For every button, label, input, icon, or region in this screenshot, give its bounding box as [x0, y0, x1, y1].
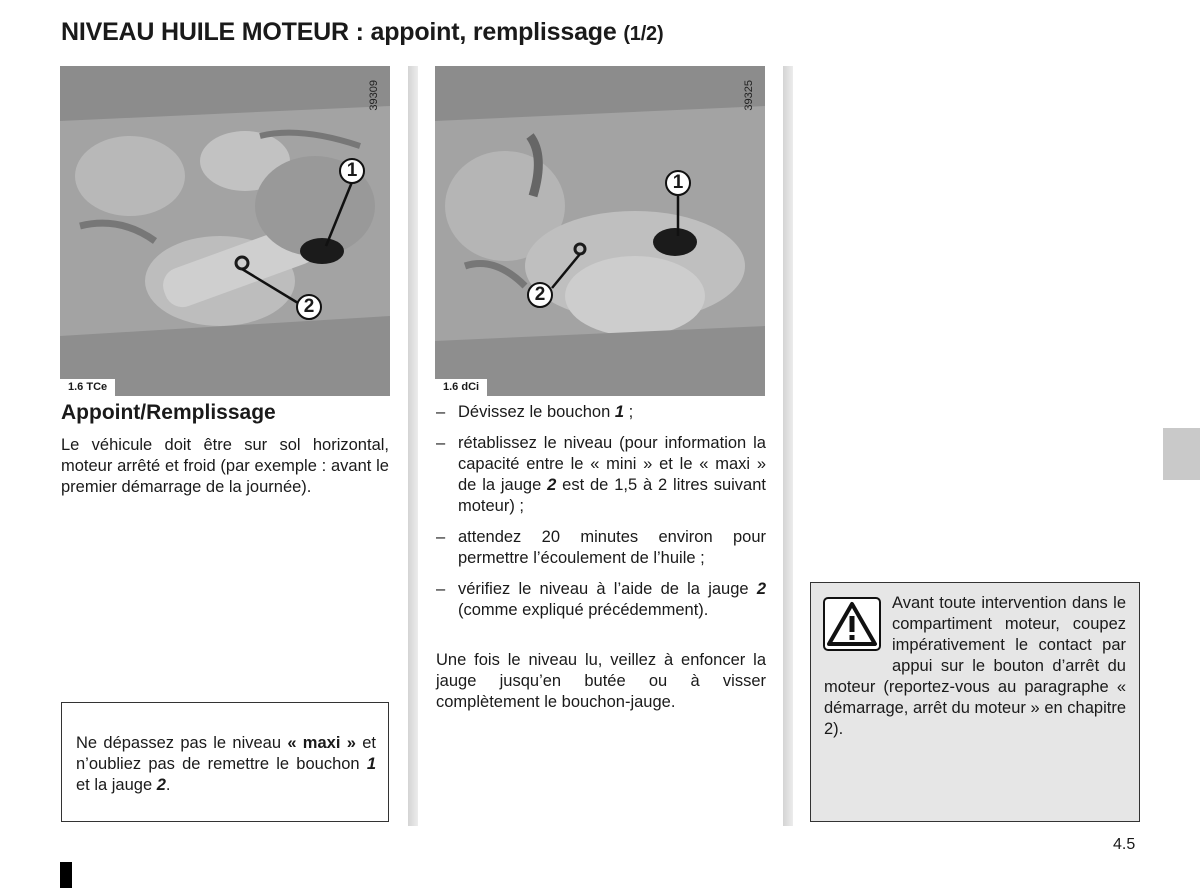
engine-bay-illustration: [435, 66, 765, 396]
steps-list: [436, 402, 766, 631]
engine-label: 1.6 TCe: [60, 379, 115, 396]
step-text: est de 1,5 à 2 litres suivant moteur) ;: [458, 476, 766, 515]
step-item: [436, 579, 766, 621]
dash: –: [436, 434, 446, 452]
closing-paragraph: Une fois le niveau lu, veillez à enfoncer la jauge jusqu’en butée ou à visser complètement le bouchon-jauge.: [436, 651, 766, 711]
step-ref: 2: [756, 580, 766, 598]
step-text: ;: [624, 403, 634, 421]
page-title: [61, 18, 663, 47]
note-ref: 2: [156, 776, 166, 794]
warning-text-content: Avant toute intervention dans le compartiment moteur, coupez impérativement le contact par appui sur le bouton d’arrêt du moteur (reportez-vous au paragraphe « démarrage, arrêt du moteur » en chapitre 2).: [824, 594, 1126, 738]
dash: –: [436, 403, 446, 421]
step-text: attendez 20 minutes environ pour permettre l’écoulement de l’huile ;: [458, 528, 766, 567]
figure-engine-tce: [60, 66, 390, 396]
note-text-part: et n’oubliez pas de remettre le bouchon: [76, 734, 376, 773]
dash: –: [436, 528, 446, 546]
note-box: [61, 702, 389, 822]
step-text: (comme expliqué précédemment).: [458, 601, 709, 619]
figure-engine-dci: [435, 66, 765, 396]
column-divider-left: [408, 66, 418, 826]
step-ref: 1: [614, 403, 625, 421]
warning-triangle-icon: [823, 597, 881, 651]
column-divider-right: [783, 66, 793, 826]
dash: –: [436, 580, 446, 598]
step-item: [436, 402, 766, 423]
page-number: 4.5: [1113, 836, 1136, 853]
intro-paragraph: Le véhicule doit être sur sol horizontal, moteur arrêté et froid (par exemple : avant le premier démarrage de la journée).: [61, 436, 389, 496]
figure-code: 39309: [368, 80, 380, 111]
step-item: [436, 433, 766, 517]
step-text: Dévissez le bouchon: [458, 403, 615, 421]
note-ref: 1: [366, 755, 376, 773]
callout-2: 2: [527, 282, 553, 308]
note-bold: « maxi »: [287, 734, 356, 752]
callout-1: 1: [665, 170, 691, 196]
page-title-fraction: (1/2): [623, 23, 664, 45]
step-item: [436, 527, 766, 569]
figure-code: 39325: [743, 80, 755, 111]
callout-1: 1: [339, 158, 365, 184]
warning-box: [810, 582, 1140, 822]
step-text: vérifiez le niveau à l’aide de la jauge: [458, 580, 757, 598]
section-heading: Appoint/Remplissage: [61, 401, 276, 424]
step-text: rétablissez le niveau (pour information la capacité entre le « mini » et le « maxi » de la jauge: [458, 434, 766, 494]
note-text-part: Ne dépassez pas le niveau: [76, 734, 288, 752]
chapter-thumb-tab: [1163, 428, 1200, 480]
callout-2: 2: [296, 294, 322, 320]
note-text-part: .: [165, 776, 171, 794]
step-ref: 2: [547, 476, 557, 494]
engine-bay-illustration: [60, 66, 390, 396]
note-text: [76, 733, 376, 796]
corner-mark: [60, 862, 72, 888]
note-text-part: et la jauge: [76, 776, 157, 794]
engine-label: 1.6 dCi: [435, 379, 487, 396]
page-title-main: NIVEAU HUILE MOTEUR : appoint, remplissage: [61, 18, 617, 46]
